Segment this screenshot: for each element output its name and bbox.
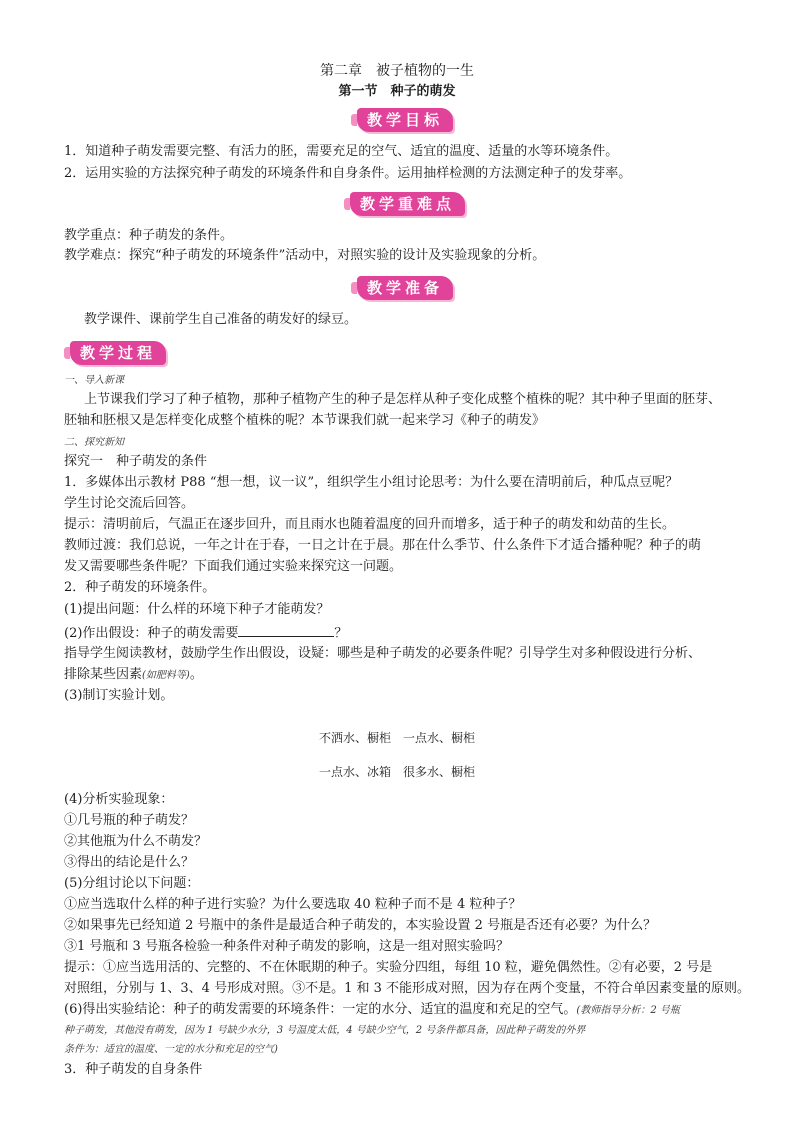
intro-line-1: 上节课我们学习了种子植物，那种子植物产生的种子是怎样从种子变化成整个植株的呢？其中种子里面的胚芽、 — [84, 392, 722, 407]
teacher-transition-1: 教师过渡：我们总说，一年之计在于春，一日之计在于晨。那在什么季节、什么条件下才适合播种呢？种子的萌 — [64, 538, 702, 553]
hint-1: 提示：清明前后，气温正在逐步回升，而且雨水也随着温度的回升而增多，适于种子的萌发和幼苗的生长。 — [64, 517, 676, 532]
hint-2-line-2: 对照组，分别与 1、3、4 号形成对照。③不是。1 和 3 不能形成对照，因为存在两个变量，不符合单因素变量的原则。 — [64, 981, 751, 996]
badge-teaching-goals: 教学目标 — [357, 108, 453, 132]
inquiry-1-title: 探究一 种子萌发的条件 — [64, 454, 208, 469]
guidance-2: 排除某些因素(如肥料等)。 — [64, 667, 203, 682]
analyze-phenomenon: (4)分析实验现象： — [64, 792, 174, 807]
part1-title: 一、导入新课 — [64, 375, 124, 386]
teaching-focus: 教学重点：种子萌发的条件。 — [64, 228, 234, 243]
badge-key-points: 教学重难点 — [350, 192, 465, 216]
conclusion-line-3: 条件为：适宜的温度、一定的水分和充足的空气) — [64, 1044, 278, 1055]
goal-2: 2．运用实验的方法探究种子萌发的环境条件和自身条件。运用抽样检测的方法测定种子的发芽率。 — [64, 166, 632, 181]
plan-row-2: 一点水、冰箱 很多水、橱柜 — [318, 765, 475, 779]
conclusion-line-2: 种子萌发，其他没有萌发，因为 1 号缺少水分，3 号温度太低，4 号缺少空气，2 号条件都具备，因此种子萌发的外界 — [64, 1025, 586, 1036]
experiment-plan: (3)制订实验计划。 — [64, 688, 174, 703]
guidance-1: 指导学生阅读教材，鼓励学生作出假设，设疑：哪些是种子萌发的必要条件呢？引导学生对多种假设进行分析、 — [64, 646, 702, 661]
question-3: ③得出的结论是什么？ — [64, 855, 195, 870]
section-title: 第一节 种子的萌发 — [338, 84, 456, 99]
hint-2-line-1: 提示：①应当选用活的、完整的、不在休眠期的种子。实验分四组，每组 10 粒，避免偶然性。②有必要，2 号是 — [64, 960, 713, 975]
goal-1: 1．知道种子萌发需要完整、有活力的胚，需要充足的空气、适宜的温度、适量的水等环境条件。 — [64, 144, 619, 159]
discussion-q2: ②如果事先已经知道 2 号瓶中的条件是最适合种子萌发的，本实验设置 2 号瓶是否还有必要？为什么？ — [64, 918, 657, 933]
ask-question: (1)提出问题：什么样的环境下种子才能萌发？ — [64, 602, 330, 617]
step-1: 1．多媒体出示教材 P88 “想一想，议一议”，组织学生小组讨论思考：为什么要在清明前后，种瓜点豆呢？ — [64, 475, 679, 490]
fill-in-blank — [238, 622, 334, 637]
plan-row-1: 不洒水、橱柜 一点水、橱柜 — [318, 731, 475, 745]
badge-teaching-prep: 教学准备 — [357, 276, 453, 300]
teaching-difficulty: 教学难点：探究“种子萌发的环境条件”活动中，对照实验的设计及实验现象的分析。 — [64, 248, 546, 263]
group-discussion: (5)分组讨论以下问题： — [64, 876, 200, 891]
question-2: ②其他瓶为什么不萌发？ — [64, 834, 208, 849]
prep-text: 教学课件、课前学生自己准备的萌发好的绿豆。 — [84, 312, 358, 327]
question-1: ①几号瓶的种子萌发？ — [64, 813, 195, 828]
chapter-title: 第二章 被子植物的一生 — [320, 63, 474, 79]
intro-line-2: 胚轴和胚根又是怎样变化成整个植株的呢？本节课我们就一起来学习《种子的萌发》 — [64, 413, 546, 428]
student-discussion: 学生讨论交流后回答。 — [64, 496, 195, 511]
discussion-q3: ③1 号瓶和 3 号瓶各检验一种条件对种子萌发的影响，这是一组对照实验吗？ — [64, 939, 509, 954]
teacher-transition-2: 发又需要哪些条件呢？下面我们通过实验来探究这一问题。 — [64, 559, 403, 574]
badge-teaching-process: 教学过程 — [70, 341, 166, 365]
make-hypothesis: (2)作出假设：种子的萌发需要 ？ — [64, 622, 738, 644]
part2-title: 二、探究新知 — [64, 437, 124, 448]
step-2: 2．种子萌发的环境条件。 — [64, 580, 216, 595]
discussion-q1: ①应当选取什么样的种子进行实验？为什么要选取 40 粒种子而不是 4 粒种子？ — [64, 897, 522, 912]
step-3: 3．种子萌发的自身条件 — [64, 1062, 203, 1077]
conclusion-line-1: (6)得出实验结论：种子的萌发需要的环境条件：一定的水分、适宜的温度和充足的空气。(教师指导分析：2 号瓶 — [64, 1002, 680, 1017]
